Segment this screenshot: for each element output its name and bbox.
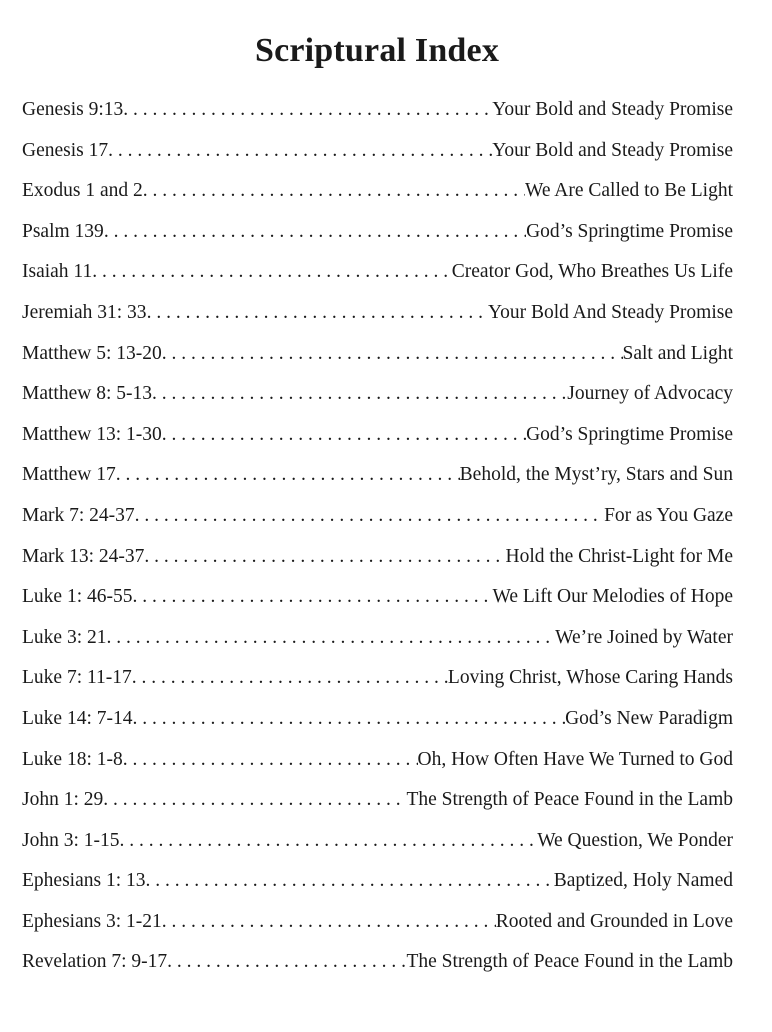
hymn-title: Hold the Christ-Light for Me: [505, 545, 733, 567]
hymn-title: The Strength of Peace Found in the Lamb: [406, 789, 733, 811]
dot-leader: [123, 99, 492, 121]
hymn-title: Your Bold And Steady Promise: [487, 301, 733, 323]
scripture-reference: Luke 1: 46-55: [22, 586, 133, 608]
index-entry: [22, 221, 733, 262]
index-entry: [22, 546, 733, 587]
hymn-title: Your Bold and Steady Promise: [492, 139, 733, 161]
index-entry: [22, 180, 733, 221]
hymn-title: Salt and Light: [622, 342, 733, 364]
hymn-title: We Lift Our Melodies of Hope: [492, 586, 733, 608]
dot-leader: [145, 870, 553, 892]
hymn-title: For as You Gaze: [604, 504, 733, 526]
scripture-reference: Ephesians 3: 1-21: [22, 910, 162, 932]
dot-leader: [167, 951, 406, 973]
scripture-reference: Matthew 8: 5-13: [22, 383, 152, 405]
index-entry: [22, 789, 733, 830]
index-entry: [22, 627, 733, 668]
scripture-reference: Matthew 13: 1-30: [22, 423, 162, 445]
dot-leader: [143, 180, 525, 202]
dot-leader: [106, 627, 555, 649]
scripture-reference: Matthew 17: [22, 464, 116, 486]
scripture-reference: Exodus 1 and 2: [22, 180, 143, 202]
scripture-reference: Mark 7: 24-37: [22, 504, 135, 526]
dot-leader: [120, 830, 538, 852]
index-entry: [22, 464, 733, 505]
dot-leader: [162, 424, 526, 446]
scripture-reference: Ephesians 1: 13: [22, 870, 146, 892]
dot-leader: [144, 546, 505, 568]
scripture-reference: Matthew 5: 13-20: [22, 342, 162, 364]
hymn-title: Behold, the Myst’ry, Stars and Sun: [459, 464, 733, 486]
index-entry: [22, 140, 733, 181]
hymn-title: Your Bold and Steady Promise: [492, 99, 733, 120]
scripture-reference: Luke 18: 1-8: [22, 748, 123, 770]
index-entry: [22, 708, 733, 749]
dot-leader: [92, 261, 452, 283]
index-entry: [22, 667, 733, 708]
hymn-title: We Are Called to Be Light: [524, 180, 733, 202]
scriptural-index-list: [22, 99, 733, 992]
dot-leader: [104, 221, 526, 243]
scripture-reference: Revelation 7: 9-17: [22, 951, 168, 973]
index-entry: [22, 911, 733, 952]
hymn-title: Journey of Advocacy: [567, 383, 733, 405]
hymn-title: Oh, How Often Have We Turned to God: [417, 748, 733, 770]
dot-leader: [116, 464, 460, 486]
dot-leader: [132, 667, 448, 689]
hymn-title: God’s New Paradigm: [565, 707, 733, 729]
dot-leader: [103, 789, 406, 811]
hymn-title: Creator God, Who Breathes Us Life: [451, 261, 733, 283]
hymn-title: Baptized, Holy Named: [553, 870, 733, 892]
hymn-title: God’s Springtime Promise: [526, 220, 733, 242]
hymn-title: God’s Springtime Promise: [526, 423, 733, 445]
index-entry: [22, 505, 733, 546]
page-title: Scriptural Index: [254, 32, 500, 69]
scripture-reference: Isaiah 11: [22, 261, 93, 283]
scripture-reference: Genesis 9:13: [22, 99, 124, 120]
scripture-reference: Psalm 139: [22, 220, 104, 242]
scripture-reference: Genesis 17: [22, 139, 109, 161]
index-entry: [22, 870, 733, 911]
scripture-reference: Luke 14: 7-14: [22, 707, 133, 729]
dot-leader: [132, 708, 565, 730]
index-entry: [22, 749, 733, 790]
index-entry: [22, 830, 733, 871]
dot-leader: [108, 140, 492, 162]
dot-leader: [123, 749, 418, 771]
dot-leader: [132, 586, 492, 608]
index-entry: [22, 424, 733, 465]
dot-leader: [135, 505, 604, 527]
dot-leader: [162, 911, 496, 933]
dot-leader: [152, 383, 567, 405]
scripture-reference: John 3: 1-15: [22, 829, 120, 851]
hymn-title: We’re Joined by Water: [555, 626, 733, 648]
scripture-reference: Luke 3: 21: [22, 626, 107, 648]
index-entry: [22, 343, 733, 384]
hymn-title: Loving Christ, Whose Caring Hands: [447, 667, 733, 689]
index-entry: [22, 99, 733, 140]
index-entry: [22, 383, 733, 424]
dot-leader: [162, 343, 623, 365]
scripture-reference: Mark 13: 24-37: [22, 545, 145, 567]
index-entry: [22, 261, 733, 302]
index-entry: [22, 302, 733, 343]
scripture-reference: Luke 7: 11-17: [22, 667, 132, 689]
scripture-reference: John 1: 29: [22, 789, 104, 811]
dot-leader: [147, 302, 488, 324]
hymn-title: The Strength of Peace Found in the Lamb: [406, 951, 733, 973]
hymn-title: We Question, We Ponder: [537, 829, 733, 851]
scripture-reference: Jeremiah 31: 33: [22, 301, 147, 323]
hymn-title: Rooted and Grounded in Love: [495, 910, 733, 932]
index-entry: [22, 951, 733, 992]
index-entry: [22, 586, 733, 627]
